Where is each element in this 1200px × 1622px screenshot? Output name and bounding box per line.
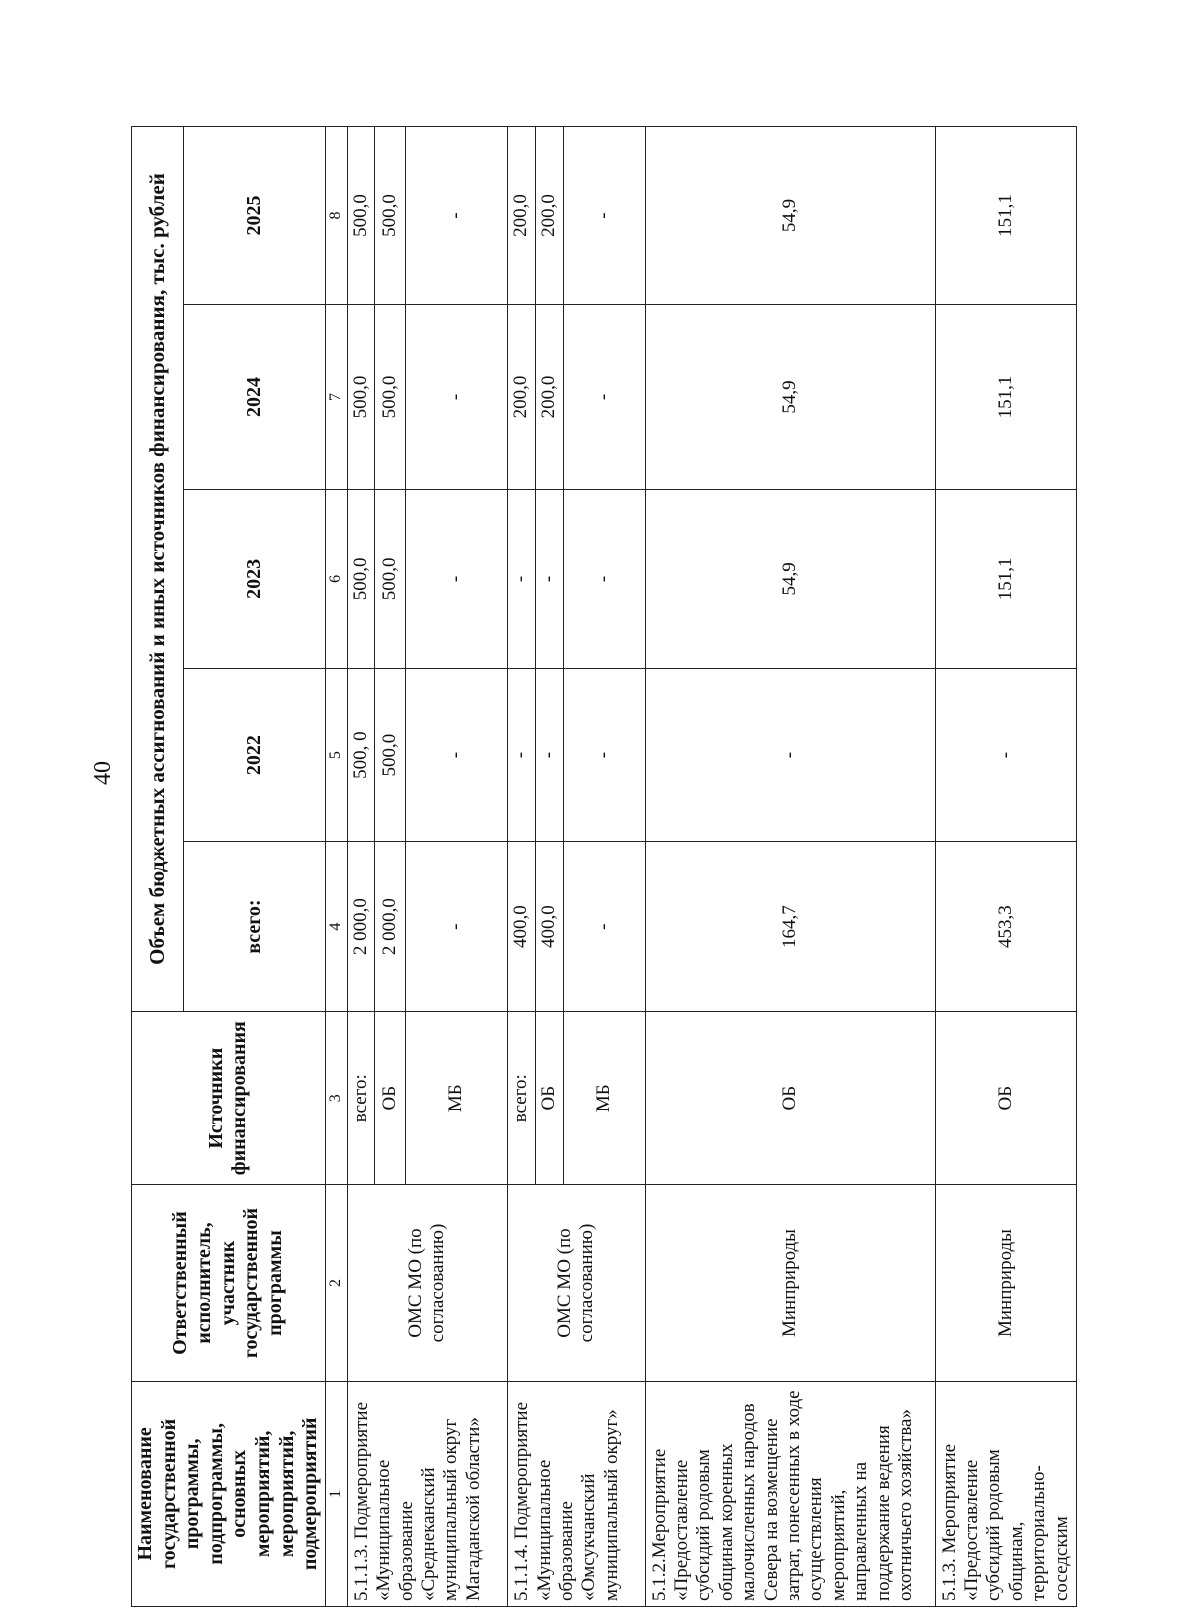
y2022-cell: 500,0 bbox=[375, 668, 406, 841]
header-2024: 2024 bbox=[184, 305, 326, 490]
col-num-1: 1 bbox=[325, 1381, 347, 1606]
y2022-cell: - bbox=[535, 668, 563, 841]
table-row bbox=[508, 127, 535, 1607]
source-cell: ОБ bbox=[645, 1012, 935, 1185]
source-cell: всего: bbox=[508, 1012, 535, 1185]
source-cell: МБ bbox=[406, 1012, 508, 1185]
total-cell: - bbox=[406, 842, 508, 1012]
y2022-cell: - bbox=[406, 668, 508, 841]
header-finance-group: Объем бюджетных ассигнований и иных источников финансирования, тыс. рублей bbox=[132, 127, 184, 1012]
y2023-cell: 151,1 bbox=[935, 489, 1076, 668]
source-cell: ОБ bbox=[375, 1012, 406, 1185]
y2023-cell: - bbox=[535, 489, 563, 668]
total-cell: 400,0 bbox=[535, 842, 563, 1012]
total-cell: 400,0 bbox=[508, 842, 535, 1012]
header-2025: 2025 bbox=[184, 127, 326, 305]
y2025-cell: - bbox=[563, 127, 645, 305]
col-num-5: 5 bbox=[325, 668, 347, 841]
y2025-cell: 500,0 bbox=[347, 127, 374, 305]
y2024-cell: - bbox=[563, 305, 645, 490]
row-name-5-1-2: 5.1.2.Мероприятие «Предоставление субсидий родовым общинам коренных малочисленных народов Севера на возмещение затрат, понесенных в ходе осуществления мероприятий, направленных на поддержание ведения охотничьего хозяйства» bbox=[645, 1381, 935, 1606]
row-executor: ОМС МО (по согласованию) bbox=[508, 1185, 645, 1381]
col-num-4: 4 bbox=[325, 842, 347, 1012]
col-num-2: 2 bbox=[325, 1185, 347, 1381]
y2024-cell: 200,0 bbox=[508, 305, 535, 490]
row-executor: Минприроды bbox=[935, 1185, 1076, 1381]
row-name-5-1-1-4: 5.1.1.4. Подмероприятие «Муниципальное образование «Омсукчанский муниципальный округ» bbox=[508, 1381, 645, 1606]
y2022-cell: - bbox=[563, 668, 645, 841]
source-cell: всего: bbox=[347, 1012, 374, 1185]
y2023-cell: - bbox=[508, 489, 535, 668]
row-name-5-1-3: 5.1.3. Мероприятие «Предоставление субсидий родовым общинам, территориально-соседским bbox=[935, 1381, 1076, 1606]
y2022-cell: - bbox=[508, 668, 535, 841]
y2025-cell: 200,0 bbox=[508, 127, 535, 305]
y2024-cell: 200,0 bbox=[535, 305, 563, 490]
y2023-cell: - bbox=[563, 489, 645, 668]
financing-table bbox=[131, 126, 1077, 1607]
header-source: Источники финансирования bbox=[132, 1012, 326, 1185]
col-num-7: 7 bbox=[325, 305, 347, 490]
row-executor: ОМС МО (по согласованию) bbox=[347, 1185, 507, 1381]
y2025-cell: 151,1 bbox=[935, 127, 1076, 305]
y2023-cell: 54,9 bbox=[645, 489, 935, 668]
header-2023: 2023 bbox=[184, 489, 326, 668]
col-num-6: 6 bbox=[325, 489, 347, 668]
y2025-cell: - bbox=[406, 127, 508, 305]
col-num-3: 3 bbox=[325, 1012, 347, 1185]
total-cell: 164,7 bbox=[645, 842, 935, 1012]
header-2022: 2022 bbox=[184, 668, 326, 841]
y2022-cell: 500, 0 bbox=[347, 668, 374, 841]
financing-table-rotated bbox=[131, 126, 1072, 1607]
total-cell: 2 000,0 bbox=[375, 842, 406, 1012]
total-cell: 2 000,0 bbox=[347, 842, 374, 1012]
y2023-cell: - bbox=[406, 489, 508, 668]
y2025-cell: 54,9 bbox=[645, 127, 935, 305]
header-executor: Ответственный исполнитель, участник государственной программы bbox=[132, 1185, 326, 1381]
y2025-cell: 200,0 bbox=[535, 127, 563, 305]
y2024-cell: 151,1 bbox=[935, 305, 1076, 490]
column-number-row bbox=[325, 127, 347, 1607]
table-row bbox=[935, 127, 1076, 1607]
y2022-cell: - bbox=[935, 668, 1076, 841]
y2024-cell: - bbox=[406, 305, 508, 490]
y2023-cell: 500,0 bbox=[347, 489, 374, 668]
col-num-8: 8 bbox=[325, 127, 347, 305]
header-name: Наименование государственной программы, подпрограммы, основных мероприятий, мероприятий, подмероприятий bbox=[132, 1381, 326, 1606]
table-row bbox=[645, 127, 935, 1607]
total-cell: 453,3 bbox=[935, 842, 1076, 1012]
page-number: 40 bbox=[90, 761, 116, 785]
y2024-cell: 500,0 bbox=[347, 305, 374, 490]
row-name-5-1-1-3: 5.1.1.3. Подмероприятие «Муниципальное образование «Среднеканский муниципальный округ Магаданской области» bbox=[347, 1381, 507, 1606]
y2022-cell: - bbox=[645, 668, 935, 841]
source-cell: ОБ bbox=[535, 1012, 563, 1185]
total-cell: - bbox=[563, 842, 645, 1012]
row-executor: Минприроды bbox=[645, 1185, 935, 1381]
y2024-cell: 500,0 bbox=[375, 305, 406, 490]
y2023-cell: 500,0 bbox=[375, 489, 406, 668]
header-total: всего: bbox=[184, 842, 326, 1012]
table-row bbox=[347, 127, 374, 1607]
source-cell: ОБ bbox=[935, 1012, 1076, 1185]
y2024-cell: 54,9 bbox=[645, 305, 935, 490]
y2025-cell: 500,0 bbox=[375, 127, 406, 305]
source-cell: МБ bbox=[563, 1012, 645, 1185]
